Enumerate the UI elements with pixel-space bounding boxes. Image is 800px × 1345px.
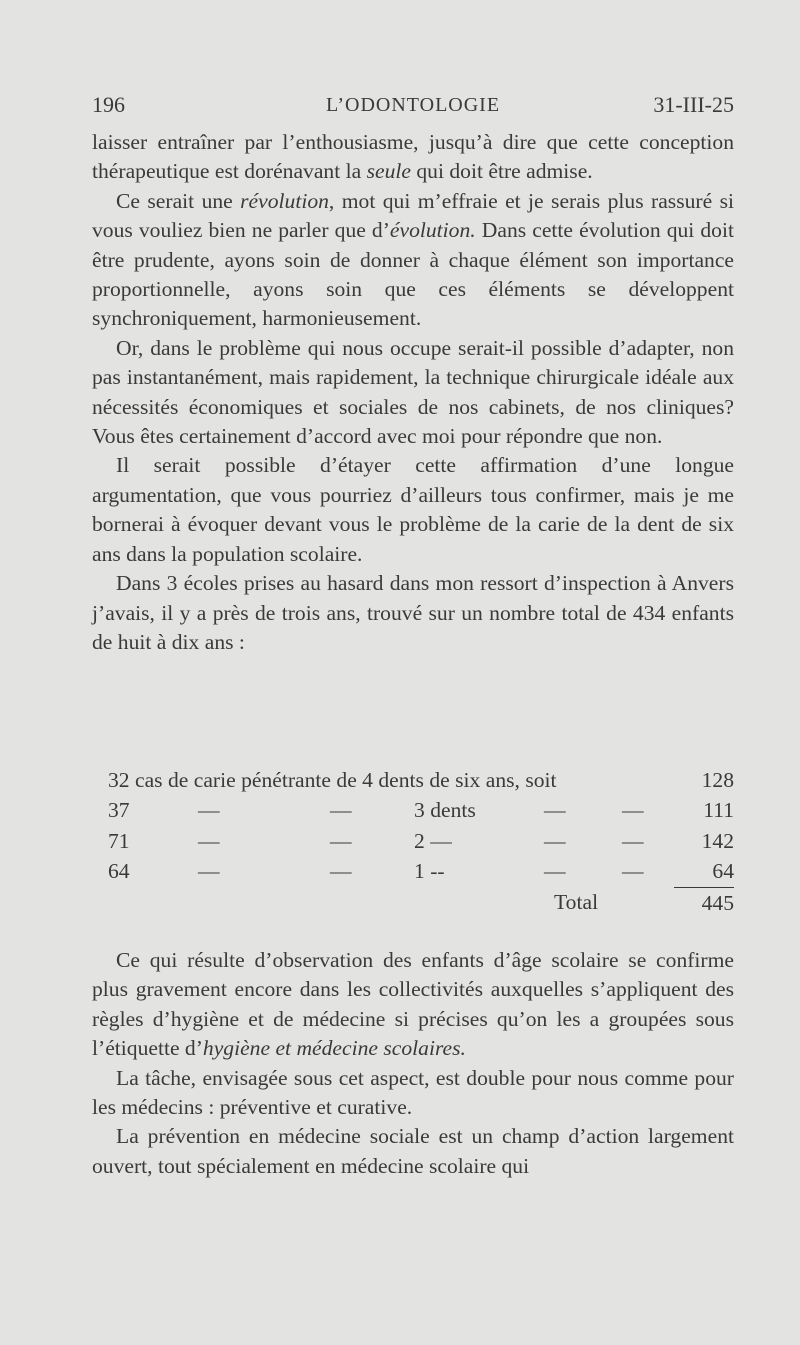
table-row-teeth: 1 -- — [414, 859, 445, 884]
page-header — [92, 92, 734, 126]
ditto-mark: — — [544, 828, 566, 853]
ditto-mark: — — [198, 798, 220, 823]
emphasis-hygiene: hygiène et médecine scolaires. — [202, 1036, 466, 1061]
total-value: 445 — [674, 887, 734, 918]
ditto-mark: — — [330, 798, 352, 823]
paragraph-3: Or, dans le problème qui nous occupe serait-il possible d’adapter, non pas instantanément, mais rapidement, la technique chirurgicale idéale aux nécessités économiques et sociales de nos cabinets, de nos cliniques? Vous êtes certainement d’accord avec moi pour répondre que non. — [92, 335, 734, 449]
table-row — [108, 765, 734, 795]
ditto-mark: — — [622, 828, 644, 853]
table-row-total: 142 — [701, 828, 734, 853]
ditto-mark: — — [544, 859, 566, 884]
caries-table — [108, 765, 734, 917]
emphasis-evolution: évolution. — [389, 218, 476, 243]
paragraph-5: Dans 3 écoles prises au hasard dans mon ressort d’inspection à Anvers j’avais, il y a près de trois ans, trouvé sur un nombre total de 434 enfants de huit à dix ans : — [92, 571, 734, 654]
table-row-teeth: 3 dents — [414, 798, 476, 823]
ditto-mark: — — [198, 859, 220, 884]
table-row — [108, 856, 734, 886]
total-label: Total — [554, 889, 599, 914]
table-row-total: 64 — [712, 859, 734, 884]
table-row-count: 64 — [108, 859, 130, 884]
paragraph-2: Ce serait une révolution, mot qui m’effraie et je serais plus rassuré si vous vouliez bien ne parler que d’évolution. Dans cette évolution qui doit être prudente, ayons soin de donner à chaque élément son importance proportionnelle, ayons soin que ces éléments se développent synchroniquement, harmonieusement. — [92, 188, 734, 331]
paragraph-6: Ce qui résulte d’observation des enfants d’âge scolaire se confirme plus gravement encore dans les collectivités auxquelles s’appliquent des règles d’hygiène et de médecine si précises qu’on les a groupées sous l’étiquette d’hygiène et médecine scolaires. — [92, 948, 734, 1061]
body-text-bottom — [92, 946, 734, 1181]
header-date: 31-III-25 — [653, 92, 734, 117]
paragraph-4: Il serait possible d’étayer cette affirmation d’une longue argumentation, que vous pourriez d’ailleurs tous confirmer, mais je me bornerai à évoquer devant vous le problème de la carie de la dent de six ans dans la population scolaire. — [92, 453, 734, 566]
table-row-total: 111 — [703, 798, 734, 823]
body-text-top — [92, 128, 734, 657]
page-number: 196 — [92, 92, 125, 117]
table-row-count: 71 — [108, 828, 130, 853]
emphasis-seule: seule — [366, 159, 411, 184]
running-title: L’ODONTOLOGIE — [325, 94, 501, 116]
table-row — [108, 795, 734, 825]
emphasis-revolution: révolution — [240, 188, 329, 213]
paragraph-8: La prévention en médecine sociale est un champ d’action largement ouvert, tout spécialement en médecine scolaire qui — [92, 1124, 734, 1178]
table-sum-row — [108, 887, 734, 917]
ditto-mark: — — [544, 798, 566, 823]
table-row — [108, 826, 734, 856]
ditto-mark: — — [622, 859, 644, 884]
ditto-mark: — — [622, 798, 644, 823]
ditto-mark: — — [198, 828, 220, 853]
table-row-count: 37 — [108, 798, 130, 823]
ditto-mark: — — [330, 828, 352, 853]
table-row-text: 32 cas de carie pénétrante de 4 dents de six ans, soit — [108, 768, 557, 792]
table-row-total: 128 — [701, 768, 734, 792]
paragraph-1: laisser entraîner par l’enthousiasme, jusqu’à dire que cette conception thérapeutique est dorénavant la seule qui doit être admise. — [92, 130, 734, 184]
ditto-mark: — — [330, 859, 352, 884]
paragraph-7: La tâche, envisagée sous cet aspect, est double pour nous comme pour les médecins : préventive et curative. — [92, 1065, 734, 1120]
table-row-teeth: 2 — — [414, 828, 452, 853]
